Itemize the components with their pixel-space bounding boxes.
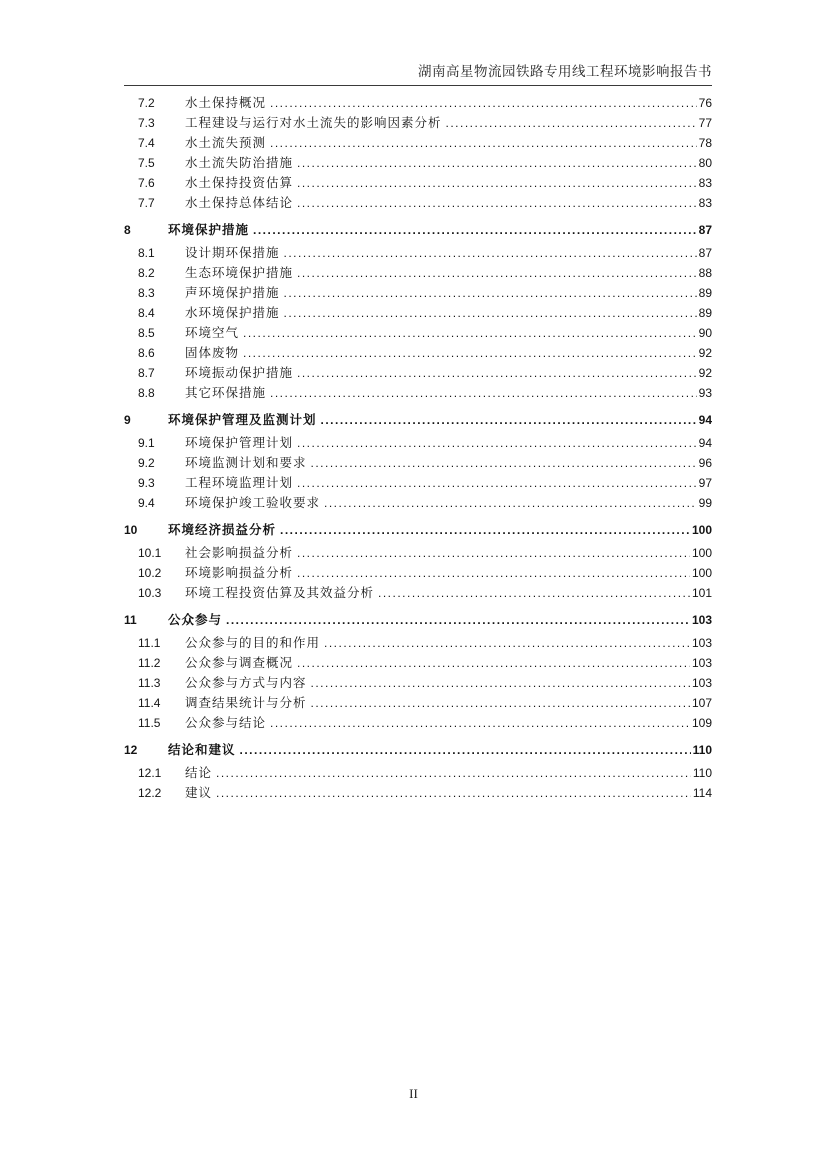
toc-entry-row	[124, 653, 712, 673]
dot-leader	[297, 563, 690, 583]
toc-entry-number: 8	[124, 223, 131, 237]
toc-entry-page: 94	[698, 413, 712, 427]
toc-entry-title: 公众参与调查概况	[185, 656, 294, 670]
toc-entry-title: 水土流失防治措施	[185, 156, 294, 170]
toc-entry-row	[124, 763, 712, 783]
toc-entry-number: 12	[124, 743, 138, 757]
page-content	[124, 60, 712, 803]
dot-leader	[324, 493, 697, 513]
table-of-contents	[124, 93, 712, 803]
toc-entry-row	[124, 563, 712, 583]
dot-leader	[253, 220, 697, 240]
dot-leader	[243, 343, 697, 363]
toc-entry-row	[124, 220, 712, 240]
toc-entry-page: 114	[692, 786, 712, 800]
toc-entry-row	[124, 583, 712, 603]
toc-entry-page: 99	[698, 496, 712, 510]
toc-entry-page: 93	[698, 386, 712, 400]
toc-entry-number: 12.2	[138, 786, 162, 800]
footer-page-number: II	[409, 1086, 418, 1101]
toc-entry-title: 生态环境保护措施	[185, 266, 294, 280]
toc-entry-page: 90	[698, 326, 712, 340]
toc-entry-title: 公众参与方式与内容	[185, 676, 307, 690]
toc-entry-page: 101	[691, 586, 712, 600]
toc-entry-number: 7.5	[138, 156, 155, 170]
toc-entry-title: 建议	[185, 786, 213, 800]
toc-entry-number: 8.7	[138, 366, 155, 380]
toc-entry-number: 11.2	[138, 656, 161, 670]
toc-entry-title: 水环境保护措施	[185, 306, 280, 320]
toc-entry-row	[124, 493, 712, 513]
toc-entry-title: 环境监测计划和要求	[185, 456, 307, 470]
toc-entry-row	[124, 520, 712, 540]
toc-entry-number: 7.7	[138, 196, 155, 210]
dot-leader	[378, 583, 690, 603]
toc-entry-page: 83	[698, 176, 712, 190]
toc-entry-number: 8.5	[138, 326, 155, 340]
toc-entry-title: 声环境保护措施	[185, 286, 280, 300]
dot-leader	[321, 410, 697, 430]
toc-entry-title: 公众参与结论	[185, 716, 267, 730]
toc-entry-row	[124, 410, 712, 430]
dot-leader	[270, 383, 697, 403]
toc-entry-number: 11.3	[138, 676, 161, 690]
toc-entry-row	[124, 783, 712, 803]
toc-entry-number: 7.6	[138, 176, 155, 190]
dot-leader	[270, 713, 690, 733]
toc-entry-page: 78	[698, 136, 712, 150]
toc-entry-number: 8.2	[138, 266, 155, 280]
toc-entry-number: 10.2	[138, 566, 162, 580]
toc-entry-page: 100	[691, 546, 712, 560]
toc-entry-row	[124, 610, 712, 630]
toc-entry-row	[124, 473, 712, 493]
toc-entry-number: 10.3	[138, 586, 162, 600]
toc-entry-page: 92	[698, 366, 712, 380]
toc-entry-page: 100	[691, 523, 712, 537]
toc-entry-row	[124, 343, 712, 363]
toc-entry-page: 94	[698, 436, 712, 450]
dot-leader	[240, 740, 691, 760]
toc-entry-title: 环境保护措施	[168, 223, 250, 237]
toc-entry-row	[124, 243, 712, 263]
dot-leader	[446, 113, 697, 133]
toc-entry-number: 12.1	[138, 766, 162, 780]
dot-leader	[216, 783, 691, 803]
toc-entry-page: 110	[692, 743, 712, 757]
toc-entry-row	[124, 383, 712, 403]
toc-entry-page: 103	[691, 676, 712, 690]
toc-entry-row	[124, 303, 712, 323]
toc-entry-page: 103	[691, 636, 712, 650]
toc-entry-title: 设计期环保措施	[185, 246, 280, 260]
toc-entry-number: 7.4	[138, 136, 155, 150]
dot-leader	[270, 93, 697, 113]
toc-entry-title: 工程环境监理计划	[185, 476, 294, 490]
toc-entry-title: 环境空气	[185, 326, 240, 340]
toc-entry-row	[124, 740, 712, 760]
dot-leader	[270, 133, 697, 153]
dot-leader	[216, 763, 691, 783]
dot-leader	[297, 433, 697, 453]
dot-leader	[297, 173, 697, 193]
toc-entry-title: 水土保持总体结论	[185, 196, 294, 210]
dot-leader	[284, 303, 697, 323]
toc-entry-row	[124, 633, 712, 653]
toc-entry-number: 7.3	[138, 116, 155, 130]
toc-entry-title: 环境保护管理计划	[185, 436, 294, 450]
dot-leader	[284, 283, 697, 303]
toc-entry-number: 9.4	[138, 496, 155, 510]
dot-leader	[311, 673, 690, 693]
toc-entry-row	[124, 263, 712, 283]
toc-entry-page: 97	[698, 476, 712, 490]
toc-entry-number: 9	[124, 413, 131, 427]
toc-entry-title: 固体废物	[185, 346, 240, 360]
dot-leader	[311, 693, 690, 713]
dot-leader	[311, 453, 697, 473]
toc-entry-number: 8.6	[138, 346, 155, 360]
toc-entry-title: 环境经济损益分析	[168, 523, 277, 537]
toc-entry-page: 88	[698, 266, 712, 280]
toc-entry-page: 103	[691, 656, 712, 670]
toc-entry-title: 环境保护竣工验收要求	[185, 496, 321, 510]
toc-entry-row	[124, 133, 712, 153]
dot-leader	[243, 323, 697, 343]
toc-entry-page: 77	[698, 116, 712, 130]
toc-entry-row	[124, 693, 712, 713]
dot-leader	[226, 610, 690, 630]
toc-entry-page: 92	[698, 346, 712, 360]
page-header-title: 湖南高星物流园铁路专用线工程环境影响报告书	[124, 60, 712, 86]
toc-entry-number: 11.5	[138, 716, 161, 730]
toc-entry-number: 11.4	[138, 696, 161, 710]
toc-entry-title: 公众参与	[168, 613, 223, 627]
toc-entry-row	[124, 323, 712, 343]
toc-entry-page: 87	[698, 223, 712, 237]
toc-entry-number: 11	[124, 613, 137, 627]
toc-entry-number: 8.8	[138, 386, 155, 400]
toc-entry-title: 环境振动保护措施	[185, 366, 294, 380]
toc-entry-page: 89	[698, 306, 712, 320]
dot-leader	[297, 543, 690, 563]
toc-entry-page: 89	[698, 286, 712, 300]
toc-entry-title: 水土流失预测	[185, 136, 267, 150]
toc-entry-number: 10	[124, 523, 138, 537]
toc-entry-number: 8.4	[138, 306, 155, 320]
toc-entry-row	[124, 283, 712, 303]
toc-entry-number: 11.1	[138, 636, 161, 650]
toc-entry-page: 80	[698, 156, 712, 170]
toc-entry-row	[124, 193, 712, 213]
toc-entry-page: 109	[691, 716, 712, 730]
toc-entry-title: 社会影响损益分析	[185, 546, 294, 560]
dot-leader	[297, 653, 690, 673]
dot-leader	[297, 363, 697, 383]
toc-entry-page: 83	[698, 196, 712, 210]
toc-entry-title: 其它环保措施	[185, 386, 267, 400]
toc-entry-title: 环境影响损益分析	[185, 566, 294, 580]
toc-entry-title: 水土保持投资估算	[185, 176, 294, 190]
toc-entry-page: 87	[698, 246, 712, 260]
toc-entry-row	[124, 113, 712, 133]
toc-entry-page: 107	[691, 696, 712, 710]
toc-entry-page: 103	[691, 613, 712, 627]
toc-entry-row	[124, 453, 712, 473]
toc-entry-page: 96	[698, 456, 712, 470]
toc-entry-title: 公众参与的目的和作用	[185, 636, 321, 650]
toc-entry-row	[124, 713, 712, 733]
toc-entry-number: 9.1	[138, 436, 155, 450]
toc-entry-number: 8.1	[138, 246, 155, 260]
toc-entry-number: 9.3	[138, 476, 155, 490]
toc-entry-title: 结论	[185, 766, 213, 780]
toc-entry-row	[124, 363, 712, 383]
toc-entry-row	[124, 543, 712, 563]
dot-leader	[297, 193, 697, 213]
dot-leader	[324, 633, 690, 653]
toc-entry-number: 8.3	[138, 286, 155, 300]
toc-entry-page: 110	[692, 766, 712, 780]
toc-entry-title: 工程建设与运行对水土流失的影响因素分析	[185, 116, 442, 130]
toc-entry-title: 环境保护管理及监测计划	[168, 413, 317, 427]
toc-entry-title: 结论和建议	[168, 743, 236, 757]
toc-entry-number: 9.2	[138, 456, 155, 470]
toc-entry-row	[124, 433, 712, 453]
dot-leader	[297, 263, 697, 283]
toc-entry-row	[124, 173, 712, 193]
toc-entry-row	[124, 153, 712, 173]
toc-entry-number: 10.1	[138, 546, 162, 560]
dot-leader	[297, 473, 697, 493]
toc-entry-title: 水土保持概况	[185, 96, 267, 110]
toc-entry-page: 76	[698, 96, 712, 110]
dot-leader	[297, 153, 697, 173]
toc-entry-title: 调查结果统计与分析	[185, 696, 307, 710]
toc-entry-title: 环境工程投资估算及其效益分析	[185, 586, 375, 600]
dot-leader	[280, 520, 690, 540]
toc-entry-page: 100	[691, 566, 712, 580]
toc-entry-row	[124, 93, 712, 113]
toc-entry-number: 7.2	[138, 96, 155, 110]
dot-leader	[284, 243, 697, 263]
toc-entry-row	[124, 673, 712, 693]
